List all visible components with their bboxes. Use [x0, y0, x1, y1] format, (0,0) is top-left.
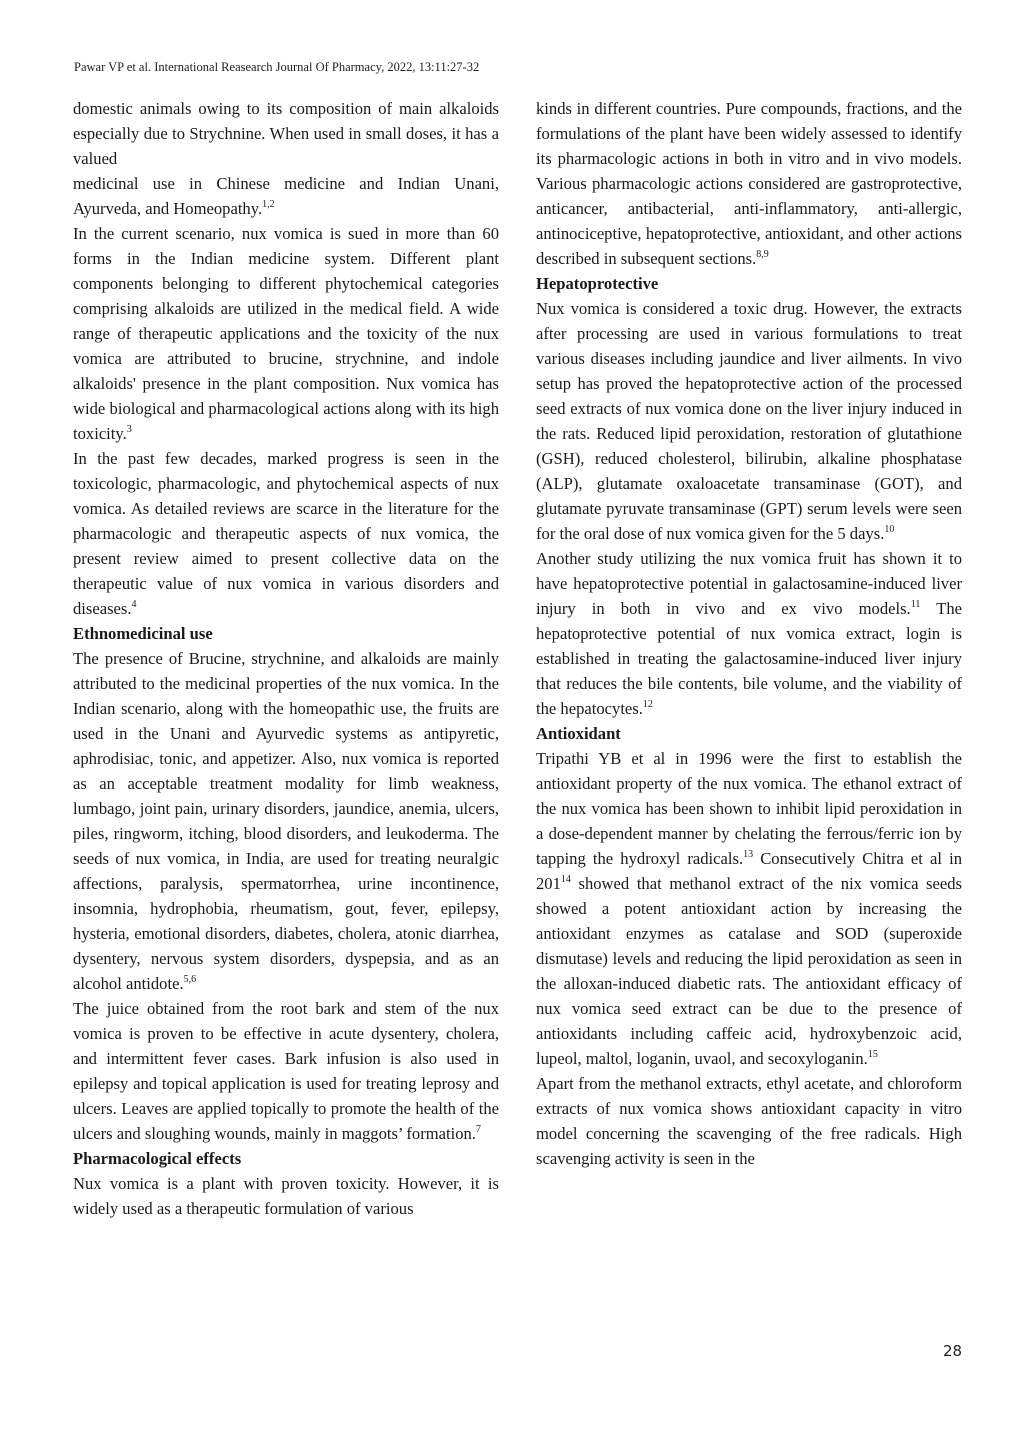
paragraph — [73, 1171, 499, 1221]
page-number: 28 — [943, 1342, 963, 1360]
left-column — [73, 96, 499, 1221]
paragraph-text: Nux vomica is a plant with proven toxicity. However, it is widely used as a therapeutic formulation of various — [73, 1174, 499, 1218]
citation-superscript: 5,6 — [183, 974, 197, 985]
section-heading: Antioxidant — [536, 724, 621, 743]
paragraph-text: Another study utilizing the nux vomica fruit has shown it to have hepatoprotective potential in galactosamine-induced liver injury in both in vivo and ex vivo models. — [536, 549, 962, 618]
right-column — [536, 96, 962, 1171]
citation-superscript: 1,2 — [262, 199, 275, 210]
citation-superscript: 10 — [884, 524, 895, 535]
paragraph-text: showed that methanol extract of the nix vomica seeds showed a potent antioxidant action by increasing the antioxidant enzymes as catalase and SOD (superoxide dismutase) levels and reducing the lipid peroxidation as seen in the alloxan-induced diabetic rats. The antioxidant efficacy of nux vomica seed extract can be due to the presence of antioxidants including caffeic acid, hydroxybenzoic acid, lupeol, maltol, loganin, uvaol, and secoxyloganin. — [536, 874, 962, 1068]
citation-superscript: 8,9 — [756, 249, 769, 260]
citation-superscript: 12 — [642, 699, 653, 710]
section-heading: Hepatoprotective — [536, 274, 659, 293]
paragraph — [73, 996, 499, 1146]
paragraph — [536, 546, 962, 721]
paragraph-text: Tripathi YB et al in 1996 were the first to establish the antioxidant property of the nux vomica. The ethanol extract of the nux vomica has been shown to inhibit lipid peroxidation in a dose-dependent manner by chelating the ferrous/ferric ion by tapping the hydroxyl radicals. — [536, 749, 962, 868]
running-header: Pawar VP et al. International Reasearch Journal Of Pharmacy, 2022, 13:11:27-32 — [74, 60, 480, 74]
paragraph — [536, 746, 962, 1071]
paragraph — [73, 646, 499, 996]
paragraph-text: domestic animals owing to its composition of main alkaloids especially due to Strychnine. When used in small doses, it has a valued — [73, 99, 499, 168]
paragraph-text: Consecutively Chitra et al in 201 — [536, 849, 962, 893]
paragraph — [73, 221, 499, 446]
citation-superscript: 3 — [126, 424, 132, 435]
paragraph-text: The hepatoprotective potential of nux vomica extract, login is established in treating the galactosamine-induced liver injury that reduces the bile contents, bile volume, and the viability of the hepatocytes. — [536, 599, 962, 718]
citation-superscript: 14 — [560, 874, 571, 885]
citation-superscript: 13 — [743, 849, 754, 860]
citation-superscript: 15 — [867, 1049, 878, 1060]
paragraph-text: In the current scenario, nux vomica is sued in more than 60 forms in the Indian medicine system. Different plant components belonging to different phytochemical categories comprising alkaloids are utilized in the medical field. A wide range of therapeutic applications and the toxicity of the nux vomica are attributed to brucine, strychnine, and indole alkaloids' presence in the plant composition. Nux vomica has wide biological and pharmacological actions along with its high toxicity. — [73, 224, 499, 443]
paragraph — [73, 446, 499, 621]
citation-superscript: 11 — [910, 599, 921, 610]
paragraph — [73, 171, 499, 221]
section-heading: Pharmacological effects — [73, 1149, 242, 1168]
paragraph-text: The juice obtained from the root bark and stem of the nux vomica is proven to be effective in acute dysentery, cholera, and intermittent fever cases. Bark infusion is also used in epilepsy and topical application is used for treating leprosy and ulcers. Leaves are applied topically to promote the health of the ulcers and sloughing wounds, mainly in maggots’ formation. — [73, 999, 499, 1143]
paragraph — [536, 96, 962, 271]
citation-superscript: 4 — [131, 599, 137, 610]
paragraph-text: In the past few decades, marked progress is seen in the toxicologic, pharmacologic, and phytochemical aspects of nux vomica. As detailed reviews are scarce in the literature for the pharmacologic and therapeutic aspects of nux vomica, the present review aimed to present collective data on the therapeutic value of nux vomica in various disorders and diseases. — [73, 449, 499, 618]
paragraph — [536, 1071, 962, 1171]
paragraph-text: kinds in different countries. Pure compounds, fractions, and the formulations of the plant have been widely assessed to identify its pharmacologic actions in both in vitro and in vivo models. Various pharmacologic actions considered are gastroprotective, anticancer, antibacterial, anti-inflammatory, anti-allergic, antinociceptive, hepatoprotective, antioxidant, and other actions described in subsequent sections. — [536, 99, 962, 268]
section-heading: Ethnomedicinal use — [73, 624, 213, 643]
paragraph — [73, 96, 499, 171]
paragraph-text: Nux vomica is considered a toxic drug. However, the extracts after processing are used in various formulations to treat various diseases including jaundice and liver ailments. In vivo setup has proved the hepatoprotective action of the processed seed extracts of nux vomica done on the liver injury induced in the rats. Reduced lipid peroxidation, restoration of glutathione (GSH), reduced cholesterol, bilirubin, alkaline phosphatase (ALP), glutamate oxaloacetate transaminase (GOT), and glutamate pyruvate transaminase (GPT) serum levels were seen for the oral dose of nux vomica given for the 5 days. — [536, 299, 962, 543]
paragraph-text: The presence of Brucine, strychnine, and alkaloids are mainly attributed to the medicinal properties of the nux vomica. In the Indian scenario, along with the homeopathic use, the fruits are used in the Unani and Ayurvedic systems as antipyretic, aphrodisiac, tonic, and appetizer. Also, nux vomica is reported as an acceptable treatment modality for limb weakness, lumbago, joint pain, urinary disorders, jaundice, anemia, ulcers, piles, ringworm, itching, blood disorders, and leukoderma. The seeds of nux vomica, in India, are used for treating neuralgic affections, paralysis, spermatorrhea, urine incontinence, insomnia, hydrophobia, rheumatism, gout, fever, epilepsy, hysteria, emotional disorders, diabetes, cholera, atonic diarrhea, dysentery, nervous system disorders, dyspepsia, and as an alcohol antidote. — [73, 649, 499, 993]
paragraph-text: Apart from the methanol extracts, ethyl acetate, and chloroform extracts of nux vomica shows antioxidant capacity in vitro model concerning the scavenging of the free radicals. High scavenging activity is seen in the — [536, 1074, 962, 1168]
paragraph — [536, 296, 962, 546]
citation-superscript: 7 — [475, 1124, 481, 1135]
paragraph-text: medicinal use in Chinese medicine and Indian Unani, Ayurveda, and Homeopathy. — [73, 174, 499, 218]
